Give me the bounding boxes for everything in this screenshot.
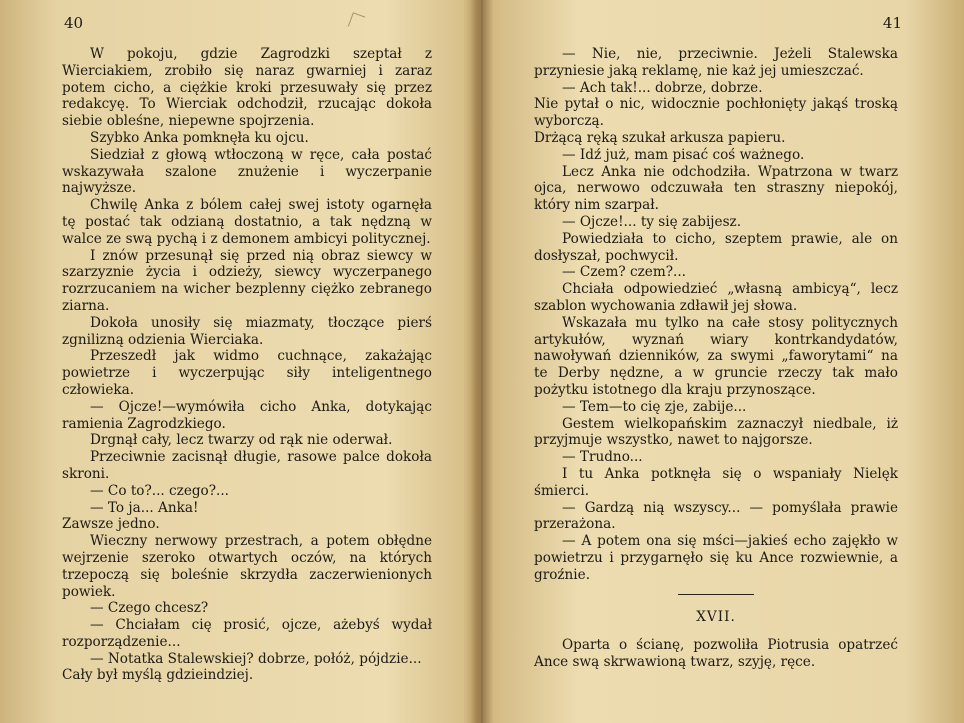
paragraph: Wskazała mu tylko na całe stosy politycznych artykułów, wyznań wiary kontrkandydatów, nawoływań dzienników, za swymi „faworytami“ na te Derby nędzne, a w gruncie rzeczy tak mało pożytku istotnego dla kraju przynoszące. — [534, 314, 898, 398]
paragraph: Nie pytał o nic, widocznie pochłonięty jakąś troską wyborczą. — [534, 96, 898, 130]
paragraph: Powiedziała to cicho, szeptem prawie, ale on dosłyszał, pochwycił. — [534, 230, 898, 264]
paragraph: Zawsze jedno. — [62, 516, 160, 533]
paragraph: — To ja... Anka! — [90, 499, 199, 516]
paragraph: I tu Anka potknęła się o wspaniały Nielęk śmierci. — [534, 465, 898, 499]
paragraph: Szybko Anka pomknęła ku ojcu. — [90, 129, 309, 146]
paragraph: — Idź już, mam pisać coś ważnego. — [562, 146, 805, 163]
paragraph: Siedział z głową wtłoczoną w ręce, cała postać wskazywała szalone znużenie i wyczerpanie najwyższe. — [62, 146, 432, 197]
paragraph: W pokoju, gdzie Zagrodzki szeptał z Wierciakiem, zrobiło się naraz gwarniej i zaraz potem cicho, a ciężkie kroki przesuwały się przez redakcyę. To Wierciak odchodził, rzucając dokoła siebie obleśne, niepewne spojrzenia. — [62, 46, 432, 130]
paragraph: Oparta o ścianę, pozwoliła Piotrusia opatrzeć Ance swą skrwawioną twarz, szyję, ręce. — [534, 637, 898, 671]
paragraph: — Tem—to cię zje, zabije... — [562, 398, 747, 415]
paragraph: — Ojcze!—wymówiła cicho Anka, dotykając ramienia Zagrodzkiego. — [62, 398, 432, 432]
chapter-heading: XVII. — [696, 608, 736, 625]
paragraph: Lecz Anka nie odchodziła. Wpatrzona w twarz ojca, nerwowo odczuwała ten straszny niepokój, który nim szarpał. — [534, 163, 898, 214]
page-text — [534, 46, 898, 671]
paragraph: — Notatka Stalewskiej? dobrze, połóż, pójdzie... — [90, 650, 422, 667]
paragraph: — Co to?... czego?... — [90, 482, 229, 499]
chapter-divider — [678, 594, 754, 595]
paragraph: — Trudno... — [562, 449, 643, 466]
paragraph: Dokoła unosiły się miazmaty, tłoczące pierś zgnilizną odzienia Wierciaka. — [62, 314, 432, 348]
paragraph: Wieczny nerwowy przestrach, a potem obłędne wejrzenie szeroko otwartych oczów, na których trzepoczą się boleśnie skrzydła zaczerwienionych powiek. — [62, 533, 432, 600]
page-number: 40 — [64, 14, 84, 32]
paragraph: Gestem wielkopańskim zaznaczył niedbale, iż przyjmuje wszystko, nawet to najgorsze. — [534, 415, 898, 449]
paragraph: Chwilę Anka z bólem całej swej istoty ogarnęła tę postać tak odzianą dostatnio, a tak nędzną w walce ze swą pychą i z demonem ambicyi politycznej. — [62, 197, 432, 247]
page-number: 41 — [882, 14, 902, 32]
paragraph: — Gardzą nią wszyscy... — pomyślała prawie przerażona. — [534, 499, 898, 533]
right-page — [482, 0, 964, 723]
paragraph: Przeszedł jak widmo cuchnące, zakażając powietrze i wyczerpując siły inteligentnego człowieka. — [62, 348, 432, 398]
paragraph: I znów przesunął się przed nią obraz siewcy w szarzyznie życia i odzieży, siewcy wyczerpanego rozrzucaniem na wicher bezplenny ciężko zebranego ziarna. — [62, 247, 432, 314]
paragraph: — Czego chcesz? — [90, 600, 209, 617]
paragraph: Przeciwnie zacisnął długie, rasowe palce dokoła skroni. — [62, 449, 432, 482]
page-text — [62, 46, 432, 684]
pencil-mark-icon — [348, 12, 365, 31]
paragraph: — Chciałam cię prosić, ojcze, ażebyś wydał rozporządzenie... — [62, 617, 432, 650]
paragraph: — A potem ona się mści—jakieś echo zajękło w powietrzu i przygarnęło się ku Ance rozwiewnie, a groźnie. — [534, 533, 898, 583]
paragraph: — Ach tak!... dobrze, dobrze. — [562, 79, 763, 96]
paragraph: Cały był myślą gdzieindziej. — [62, 667, 254, 684]
paragraph: Drgnął cały, lecz twarzy od rąk nie oderwał. — [90, 432, 393, 449]
paragraph: — Ojcze!... ty się zabijesz. — [562, 213, 742, 230]
paragraph: Drżącą ręką szukał arkusza papieru. — [534, 129, 786, 146]
paragraph: — Czem? czem?... — [562, 264, 686, 281]
paragraph: — Nie, nie, przeciwnie. Jeżeli Stalewska przyniesie jaką reklamę, nie każ jej umieszczać. — [534, 46, 898, 79]
paragraph: Chciała odpowiedzieć „własną ambicyą“, lecz szablon wychowania zdławił jej słowa. — [534, 281, 898, 314]
